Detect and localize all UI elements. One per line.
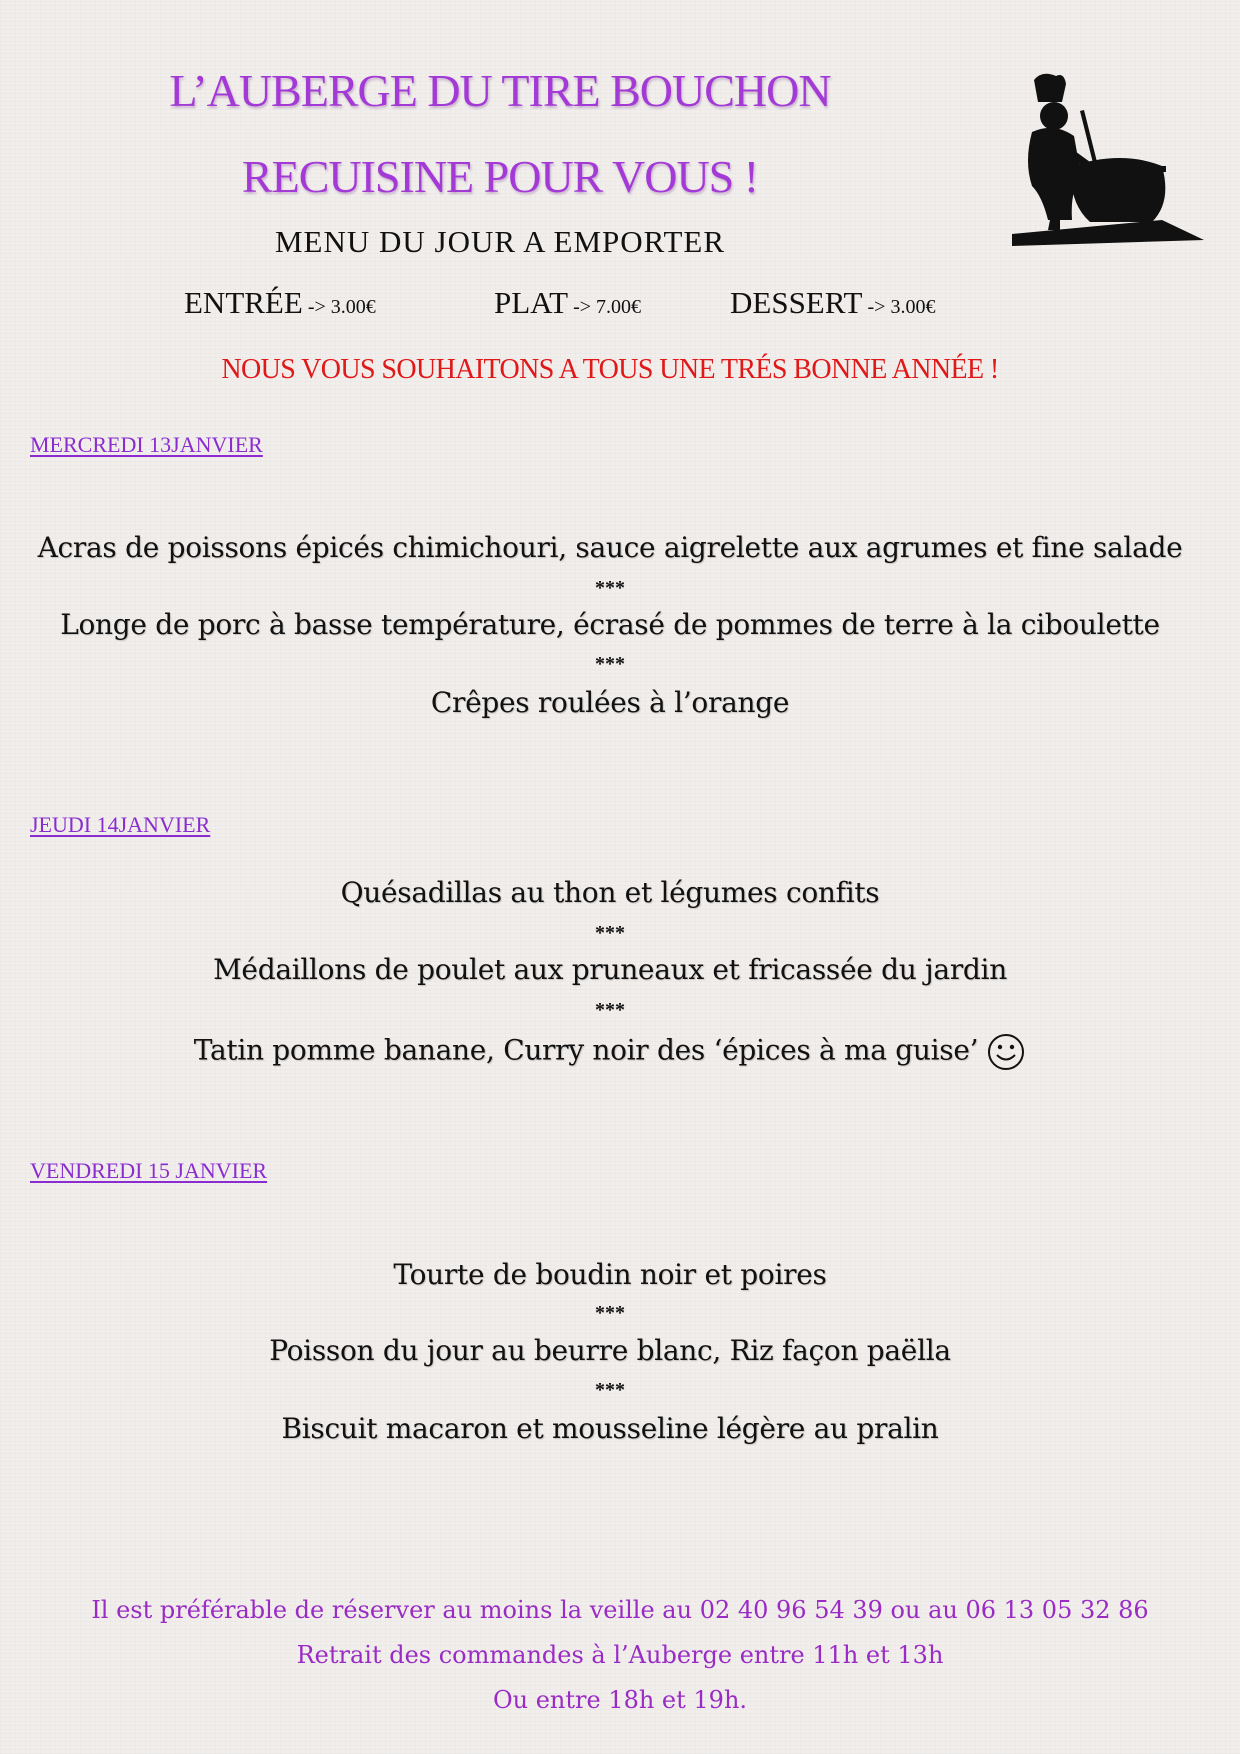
smiley-face-icon [986, 1032, 1026, 1072]
restaurant-title: L’AUBERGE DU TIRE BOUCHON [169, 65, 831, 116]
dish-starter: Tourte de boudin noir et poires [393, 1258, 827, 1291]
dish-dessert: Tatin pomme banane, Curry noir des ‘épices à ma guise’ [193, 1033, 979, 1067]
pickup-hours-lunch: Retrait des commandes à l’Auberge entre 11h et 13h [296, 1641, 944, 1669]
dish-main: Longe de porc à basse température, écrasé de pommes de terre à la ciboulette [60, 608, 1160, 641]
dish-separator: *** [595, 577, 625, 599]
price-entree-arrow: -> [302, 296, 331, 318]
menu-subtitle: MENU DU JOUR A EMPORTER [274, 224, 726, 259]
new-year-message: NOUS VOUS SOUHAITONS A TOUS UNE TRÉS BONNE ANNÉE ! [221, 354, 999, 385]
dish-separator: *** [595, 653, 625, 675]
price-plat-value: 7.00€ [596, 296, 642, 318]
pickup-hours-evening: Ou entre 18h et 19h. [492, 1686, 748, 1714]
price-entree-label: ENTRÉE [184, 285, 303, 320]
dish-dessert: Biscuit macaron et mousseline légère au pralin [281, 1412, 939, 1445]
price-plat [494, 285, 641, 321]
restaurant-tagline: RECUISINE POUR VOUS ! [241, 151, 759, 202]
chef-with-cauldron-icon [1012, 70, 1204, 246]
dish-separator: *** [595, 1302, 625, 1324]
day-heading-wednesday: MERCREDI 13JANVIER [30, 432, 263, 457]
day-heading-thursday: JEUDI 14JANVIER [30, 812, 211, 837]
price-plat-label: PLAT [494, 285, 569, 320]
reservation-info: Il est préférable de réserver au moins la veille au 02 40 96 54 39 ou au 06 13 05 32 86 [91, 1596, 1149, 1624]
price-dessert [730, 285, 935, 321]
price-entree-value: 3.00€ [330, 296, 376, 318]
dish-dessert-row [20, 1032, 1200, 1072]
dish-separator: *** [595, 922, 625, 944]
dish-dessert: Crêpes roulées à l’orange [430, 686, 790, 719]
dish-main: Médaillons de poulet aux pruneaux et fricassée du jardin [213, 953, 1007, 986]
dish-main: Poisson du jour au beurre blanc, Riz façon paëlla [269, 1334, 951, 1367]
dish-starter: Acras de poissons épicés chimichouri, sauce aigrelette aux agrumes et fine salade [37, 531, 1183, 564]
price-entree [184, 285, 376, 321]
price-dessert-label: DESSERT [730, 285, 863, 320]
dish-separator: *** [595, 999, 625, 1021]
dish-separator: *** [595, 1379, 625, 1401]
dish-starter: Quésadillas au thon et légumes confits [340, 876, 880, 909]
price-dessert-value: 3.00€ [890, 296, 936, 318]
day-heading-friday: VENDREDI 15 JANVIER [30, 1158, 268, 1183]
price-plat-arrow: -> [568, 296, 597, 318]
price-dessert-arrow: -> [862, 296, 891, 318]
